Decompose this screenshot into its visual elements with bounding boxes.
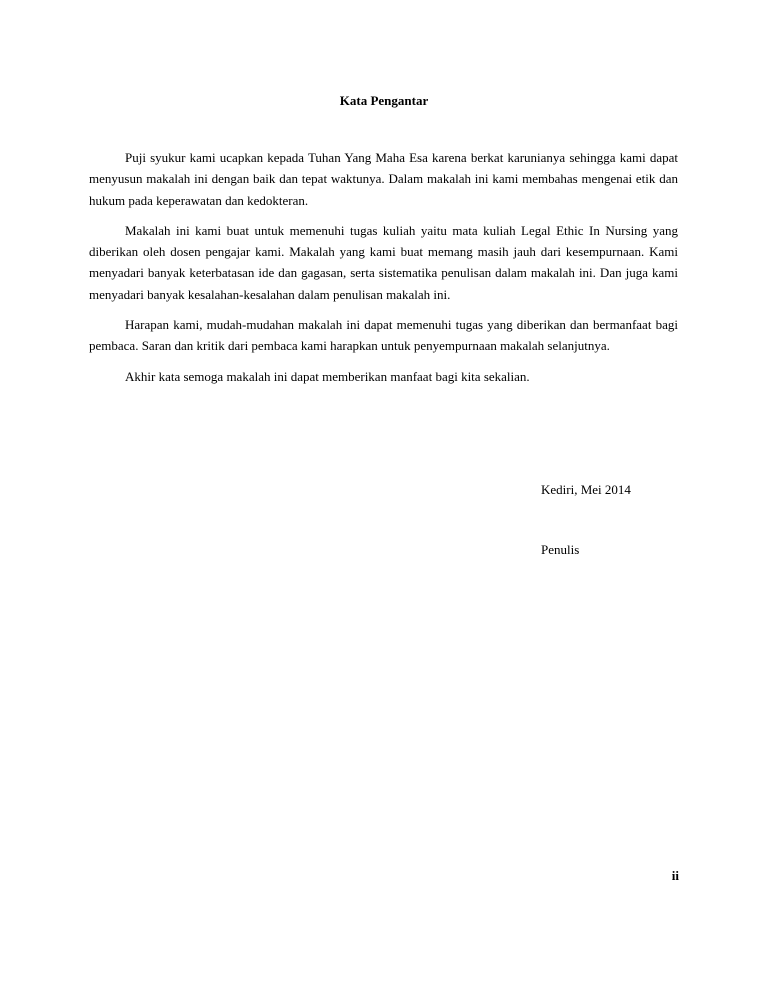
page-title: Kata Pengantar	[339, 93, 429, 108]
place-date: Kediri, Mei 2014	[541, 482, 631, 497]
author-signature: Penulis	[541, 542, 580, 557]
paragraph-1: Puji syukur kami ucapkan kepada Tuhan Yang Maha Esa karena berkat karunianya sehingga kami dapat menyusun makalah ini dengan baik dan tepat waktunya. Dalam makalah ini kami membahas mengenai etik dan hukum pada keperawatan dan kedokteran.	[89, 150, 678, 208]
paragraph-2: Makalah ini kami buat untuk memenuhi tugas kuliah yaitu mata kuliah Legal Ethic In Nursing yang diberikan oleh dosen pengajar kami. Makalah yang kami buat memang masih jauh dari kesempurnaan. Kami menyadari banyak keterbatasan ide dan gagasan, serta sistematika penulisan dalam makalah ini. Dan juga kami menyadari banyak kesalahan-kesalahan dalam penulisan makalah ini.	[89, 222, 678, 302]
paragraph-3: Harapan kami, mudah-mudahan makalah ini dapat memenuhi tugas yang diberikan dan bermanfaat bagi pembaca. Saran dan kritik dari pembaca kami harapkan untuk penyempurnaan makalah selanjutnya.	[89, 317, 678, 354]
page-number: ii	[671, 868, 679, 883]
paragraph-4: Akhir kata semoga makalah ini dapat memberikan manfaat bagi kita sekalian.	[125, 368, 530, 384]
body-text	[89, 147, 678, 396]
